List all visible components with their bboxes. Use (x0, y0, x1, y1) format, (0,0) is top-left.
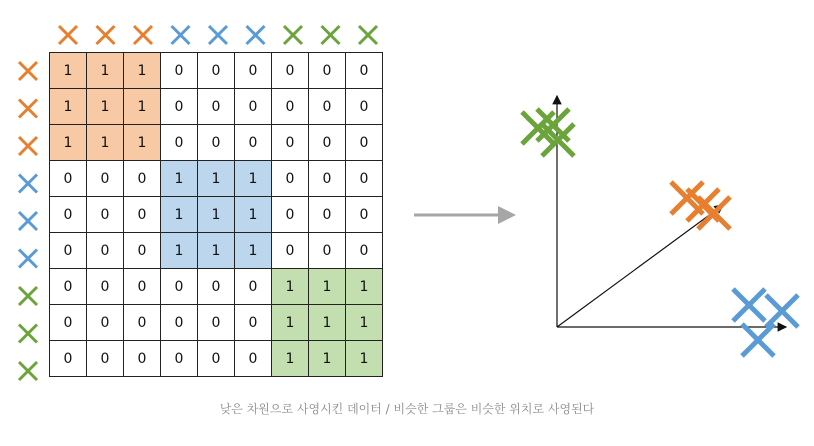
x-mark-icon (19, 175, 37, 193)
matrix-cell: 0 (272, 53, 309, 89)
matrix-cell: 1 (124, 53, 161, 89)
matrix-cell: 1 (235, 233, 272, 269)
matrix-cell: 0 (87, 233, 124, 269)
x-mark-icon (322, 26, 340, 44)
matrix-cell: 1 (87, 89, 124, 125)
projected-blue-x-mark-icon (733, 289, 765, 321)
x-mark-icon (19, 212, 37, 230)
matrix-cell: 0 (235, 53, 272, 89)
matrix-cell: 1 (272, 341, 309, 377)
matrix-cell: 0 (161, 269, 198, 305)
x-mark-icon (19, 325, 37, 343)
matrix-cell: 1 (235, 161, 272, 197)
matrix-cell: 0 (235, 89, 272, 125)
matrix-cell: 0 (272, 125, 309, 161)
projected-clusters (522, 109, 798, 356)
matrix-cell: 1 (346, 269, 383, 305)
matrix-cell: 0 (309, 161, 346, 197)
matrix-cell: 0 (198, 269, 235, 305)
matrix-cell: 0 (235, 341, 272, 377)
matrix-cell: 1 (87, 53, 124, 89)
matrix-cell: 0 (124, 161, 161, 197)
matrix-cell: 0 (124, 305, 161, 341)
projected-blue-x-mark-icon (766, 295, 798, 327)
matrix-cell: 0 (235, 269, 272, 305)
matrix-cell: 1 (309, 269, 346, 305)
matrix-cell: 1 (50, 125, 87, 161)
projected-blue-x-mark-icon (742, 324, 774, 356)
row-headers (19, 62, 37, 380)
matrix-cell: 0 (50, 233, 87, 269)
matrix-cell: 1 (198, 197, 235, 233)
matrix-cell: 1 (50, 89, 87, 125)
matrix-cell: 0 (161, 89, 198, 125)
matrix-cell: 0 (161, 341, 198, 377)
matrix-cell: 0 (309, 53, 346, 89)
x-mark-icon (97, 26, 115, 44)
matrix-cell: 0 (346, 233, 383, 269)
matrix-cell: 1 (161, 233, 198, 269)
x-mark-icon (19, 137, 37, 155)
matrix-cell: 1 (309, 305, 346, 341)
matrix-cell: 0 (272, 161, 309, 197)
matrix-cell: 0 (198, 89, 235, 125)
matrix-cell: 1 (161, 161, 198, 197)
matrix-cell: 0 (124, 341, 161, 377)
matrix-cell: 1 (235, 197, 272, 233)
matrix-cell: 0 (50, 269, 87, 305)
matrix-cell: 0 (124, 233, 161, 269)
matrix-cell: 1 (161, 197, 198, 233)
matrix-cell: 0 (161, 53, 198, 89)
matrix-cell: 0 (346, 53, 383, 89)
matrix-cell: 1 (198, 161, 235, 197)
matrix-cell: 0 (198, 125, 235, 161)
matrix-cell: 0 (346, 197, 383, 233)
matrix-cell: 1 (272, 269, 309, 305)
matrix-cell: 0 (272, 89, 309, 125)
matrix-cell: 0 (309, 89, 346, 125)
x-mark-icon (247, 26, 265, 44)
matrix-cell: 0 (346, 161, 383, 197)
matrix-cell: 1 (87, 125, 124, 161)
matrix-cell: 0 (272, 233, 309, 269)
x-mark-icon (19, 287, 37, 305)
matrix-cell: 0 (50, 197, 87, 233)
column-headers (59, 26, 377, 44)
matrix-cell: 0 (235, 125, 272, 161)
matrix-cell: 0 (87, 197, 124, 233)
matrix-cell: 0 (50, 161, 87, 197)
x-mark-icon (19, 362, 37, 380)
x-mark-icon (284, 26, 302, 44)
matrix-cell: 0 (309, 125, 346, 161)
matrix-cell: 1 (346, 341, 383, 377)
x-mark-icon (59, 26, 77, 44)
x-mark-icon (19, 62, 37, 80)
matrix-cell: 1 (346, 305, 383, 341)
matrix-cell: 0 (198, 305, 235, 341)
matrix-cell: 0 (198, 341, 235, 377)
x-mark-icon (209, 26, 227, 44)
matrix-cell: 1 (124, 89, 161, 125)
projection-vector-arrow-icon (557, 205, 723, 327)
matrix-cell: 0 (124, 197, 161, 233)
x-mark-icon (19, 100, 37, 118)
matrix-cell: 0 (198, 53, 235, 89)
matrix-cell: 1 (50, 53, 87, 89)
matrix-cell: 0 (272, 197, 309, 233)
figure-caption: 낮은 차원으로 사영시킨 데이터 / 비슷한 그룹은 비슷한 위치로 사영된다 (219, 402, 595, 416)
matrix-cell: 0 (87, 161, 124, 197)
matrix-cell: 1 (198, 233, 235, 269)
matrix-cell: 0 (50, 305, 87, 341)
matrix-cell: 0 (50, 341, 87, 377)
matrix-cell: 0 (161, 125, 198, 161)
matrix-cell: 0 (309, 197, 346, 233)
matrix-cell: 0 (235, 305, 272, 341)
x-mark-icon (172, 26, 190, 44)
matrix-cell: 0 (161, 305, 198, 341)
matrix-cell: 0 (87, 269, 124, 305)
matrix-cell: 0 (124, 269, 161, 305)
matrix-cell: 1 (124, 125, 161, 161)
matrix-cell: 1 (309, 341, 346, 377)
matrix-cell: 1 (272, 305, 309, 341)
matrix-cell: 0 (309, 233, 346, 269)
matrix-cell: 0 (87, 341, 124, 377)
matrix-cell: 0 (87, 305, 124, 341)
matrix-cell: 0 (346, 125, 383, 161)
x-mark-icon (134, 26, 152, 44)
x-mark-icon (19, 250, 37, 268)
matrix-cell: 0 (346, 89, 383, 125)
x-mark-icon (359, 26, 377, 44)
